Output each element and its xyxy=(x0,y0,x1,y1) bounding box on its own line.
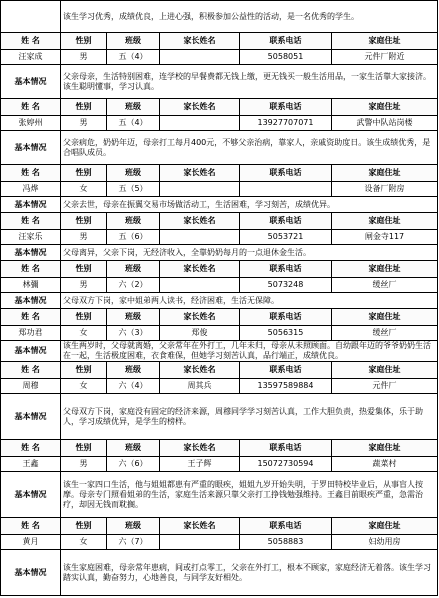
student-parent xyxy=(160,116,240,131)
info-row xyxy=(1,550,438,596)
info-row xyxy=(1,341,438,362)
info-row xyxy=(1,245,438,261)
header-gender: 性别 xyxy=(61,362,107,379)
info-label: 基本情况 xyxy=(1,550,61,596)
student-class: 六（6） xyxy=(107,457,160,472)
header-address: 家庭住址 xyxy=(332,309,438,326)
header-row xyxy=(1,309,438,326)
info-row xyxy=(1,472,438,518)
header-gender: 性别 xyxy=(61,99,107,116)
info-row xyxy=(1,394,438,440)
header-name: 姓 名 xyxy=(1,213,61,230)
header-parent: 家长姓名 xyxy=(160,309,240,326)
student-gender: 男 xyxy=(61,457,107,472)
student-class: 五（5） xyxy=(107,182,160,197)
student-row xyxy=(1,535,438,550)
student-address: 元件厂 xyxy=(332,379,438,394)
header-parent: 家长姓名 xyxy=(160,440,240,457)
info-label: 基本情况 xyxy=(1,341,61,362)
student-name: 冯烨 xyxy=(1,182,61,197)
student-phone: 5058051 xyxy=(240,50,332,65)
header-gender: 性别 xyxy=(61,213,107,230)
student-class: 五（6） xyxy=(107,230,160,245)
header-phone: 联系电话 xyxy=(240,362,332,379)
student-description: 该生家庭困难，母亲常年患病，间或打点零工，父亲在外打工，根本不顾家，家庭经济无着落。该生学习踏实认真，勤奋努力，心地善良，与同学友好相处。 xyxy=(61,550,438,596)
student-phone: 5058883 xyxy=(240,535,332,550)
header-name: 姓 名 xyxy=(1,33,61,50)
header-parent: 家长姓名 xyxy=(160,99,240,116)
student-gender: 女 xyxy=(61,535,107,550)
student-class: 六（3） xyxy=(107,326,160,341)
student-description: 父亲病危，奶奶年迈，母亲打工每月400元，不够父亲治病，靠家人，亲戚资助度日。该生成绩优秀，是合唱队成员。 xyxy=(61,131,438,165)
student-address: 妇幼用房 xyxy=(332,535,438,550)
student-name: 王鑫 xyxy=(1,457,61,472)
info-label: 基本情况 xyxy=(1,293,61,309)
student-address: 武警中队站岗楼 xyxy=(332,116,438,131)
header-parent: 家长姓名 xyxy=(160,362,240,379)
header-parent: 家长姓名 xyxy=(160,261,240,278)
header-phone: 联系电话 xyxy=(240,309,332,326)
info-row xyxy=(1,293,438,309)
header-name: 姓 名 xyxy=(1,165,61,182)
header-parent: 家长姓名 xyxy=(160,518,240,535)
header-phone: 联系电话 xyxy=(240,440,332,457)
header-row xyxy=(1,261,438,278)
info-label: 基本情况 xyxy=(1,472,61,518)
student-address: 元件厂附近 xyxy=(332,50,438,65)
header-class: 班级 xyxy=(107,213,160,230)
student-gender: 男 xyxy=(61,230,107,245)
student-address: 缓丝厂 xyxy=(332,326,438,341)
info-label: 基本情况 xyxy=(1,245,61,261)
student-row xyxy=(1,278,438,293)
header-phone: 联系电话 xyxy=(240,518,332,535)
header-parent: 家长姓名 xyxy=(160,213,240,230)
header-gender: 性别 xyxy=(61,33,107,50)
student-phone xyxy=(240,182,332,197)
student-name: 汪家乐 xyxy=(1,230,61,245)
info-label: 基本情况 xyxy=(1,131,61,165)
student-phone: 5073248 xyxy=(240,278,332,293)
header-address: 家庭住址 xyxy=(332,165,438,182)
header-name: 姓 名 xyxy=(1,309,61,326)
header-gender: 性别 xyxy=(61,165,107,182)
header-gender: 性别 xyxy=(61,518,107,535)
info-row xyxy=(1,65,438,99)
info-label: 基本情况 xyxy=(1,197,61,213)
header-row xyxy=(1,33,438,50)
student-name: 黄月 xyxy=(1,535,61,550)
info-row xyxy=(1,197,438,213)
student-description: 该生两岁时，父母就离婚，父亲常年在外打工，几年未归，母亲从未照顾面。自幼跟年迈的爷爷奶奶生活在一起，生活极度困难，衣食难保，但她学习刻苦认真，品行端正，成绩优良。 xyxy=(61,341,438,362)
header-row xyxy=(1,213,438,230)
header-address: 家庭住址 xyxy=(332,518,438,535)
student-phone: 5056315 xyxy=(240,326,332,341)
student-gender: 男 xyxy=(61,278,107,293)
student-parent: 郑俊 xyxy=(160,326,240,341)
student-parent xyxy=(160,278,240,293)
student-row xyxy=(1,379,438,394)
student-phone: 5053721 xyxy=(240,230,332,245)
top-description: 该生学习优秀，成绩优良，上进心强，积极参加公益性的活动，是一名优秀的学生。 xyxy=(61,1,438,33)
student-phone: 13927707071 xyxy=(240,116,332,131)
student-row xyxy=(1,182,438,197)
student-row xyxy=(1,457,438,472)
header-gender: 性别 xyxy=(61,261,107,278)
header-row xyxy=(1,518,438,535)
header-name: 姓 名 xyxy=(1,99,61,116)
header-name: 姓 名 xyxy=(1,518,61,535)
student-name: 汪家成 xyxy=(1,50,61,65)
student-description: 父母双方下岗，家中姐弟两人读书，经济困难，生活无保障。 xyxy=(61,293,438,309)
student-parent: 周其兵 xyxy=(160,379,240,394)
student-row xyxy=(1,230,438,245)
header-row xyxy=(1,99,438,116)
header-class: 班级 xyxy=(107,261,160,278)
student-name: 周穆 xyxy=(1,379,61,394)
student-parent xyxy=(160,230,240,245)
header-name: 姓 名 xyxy=(1,362,61,379)
student-class: 六（7） xyxy=(107,535,160,550)
header-address: 家庭住址 xyxy=(332,99,438,116)
header-class: 班级 xyxy=(107,33,160,50)
header-phone: 联系电话 xyxy=(240,33,332,50)
header-class: 班级 xyxy=(107,309,160,326)
student-class: 五（4） xyxy=(107,116,160,131)
header-class: 班级 xyxy=(107,440,160,457)
header-parent: 家长姓名 xyxy=(160,33,240,50)
student-name: 郑功君 xyxy=(1,326,61,341)
student-parent xyxy=(160,535,240,550)
info-row xyxy=(1,131,438,165)
student-phone: 13597589884 xyxy=(240,379,332,394)
student-address: 闸金寺117 xyxy=(332,230,438,245)
header-class: 班级 xyxy=(107,518,160,535)
student-gender: 女 xyxy=(61,182,107,197)
header-class: 班级 xyxy=(107,362,160,379)
student-gender: 女 xyxy=(61,379,107,394)
header-phone: 联系电话 xyxy=(240,261,332,278)
header-name: 姓 名 xyxy=(1,440,61,457)
student-description: 父亲去世，母亲在振翼交易市场做活动工，生活困难，学习刻苦，成绩优异。 xyxy=(61,197,438,213)
header-address: 家庭住址 xyxy=(332,33,438,50)
student-class: 五（4） xyxy=(107,50,160,65)
header-class: 班级 xyxy=(107,99,160,116)
header-row xyxy=(1,440,438,457)
info-label: 基本情况 xyxy=(1,394,61,440)
student-gender: 男 xyxy=(61,50,107,65)
header-phone: 联系电话 xyxy=(240,213,332,230)
header-row xyxy=(1,165,438,182)
student-row xyxy=(1,50,438,65)
student-name: 张婷州 xyxy=(1,116,61,131)
student-name: 林彌 xyxy=(1,278,61,293)
student-description: 父母离异，父亲下岗，无经济收入，全靠奶奶每月的一点退休金生活。 xyxy=(61,245,438,261)
student-gender: 女 xyxy=(61,326,107,341)
header-address: 家庭住址 xyxy=(332,440,438,457)
header-row xyxy=(1,362,438,379)
student-phone: 15072730594 xyxy=(240,457,332,472)
header-gender: 性别 xyxy=(61,309,107,326)
student-address: 蔬菜村 xyxy=(332,457,438,472)
student-parent xyxy=(160,50,240,65)
student-class: 六（2） xyxy=(107,278,160,293)
student-description: 父亲母亲，生活特别困难，连学校的早餐费都无钱上缴，更无钱买一般生活用品，一家生活靠大家接济。该生聪明懂事，学习认真。 xyxy=(61,65,438,99)
header-phone: 联系电话 xyxy=(240,99,332,116)
student-row xyxy=(1,116,438,131)
student-row xyxy=(1,326,438,341)
top-description-label xyxy=(1,1,61,33)
header-address: 家庭住址 xyxy=(332,213,438,230)
header-parent: 家长姓名 xyxy=(160,165,240,182)
top-description-row xyxy=(1,1,438,33)
header-address: 家庭住址 xyxy=(332,261,438,278)
student-class: 六（4） xyxy=(107,379,160,394)
info-label: 基本情况 xyxy=(1,65,61,99)
header-class: 班级 xyxy=(107,165,160,182)
student-parent: 王子辉 xyxy=(160,457,240,472)
header-gender: 性别 xyxy=(61,440,107,457)
student-description: 该生一家四口生活，他与姐姐都患有严重的眼疾，姐姐九岁开始失明，于罗田特校毕业后，从事盲人按摩。母亲专门照看姐弟的生活，家庭生活来源只靠父亲打工挣钱勉强维持。王鑫目前眼疾严重，急需治疗，却因无钱而耽搁。 xyxy=(61,472,438,518)
student-address: 设备厂附房 xyxy=(332,182,438,197)
student-address: 缓丝厂 xyxy=(332,278,438,293)
header-phone: 联系电话 xyxy=(240,165,332,182)
header-name: 姓 名 xyxy=(1,261,61,278)
student-parent xyxy=(160,182,240,197)
student-description: 父母双方下岗，家庭没有固定的经济来源，周穆同学学习刻苦认真，工作大胆负责，热爱集体，乐于助人，学习成绩优异，是学生的榜样。 xyxy=(61,394,438,440)
header-address: 家庭住址 xyxy=(332,362,438,379)
student-gender: 男 xyxy=(61,116,107,131)
